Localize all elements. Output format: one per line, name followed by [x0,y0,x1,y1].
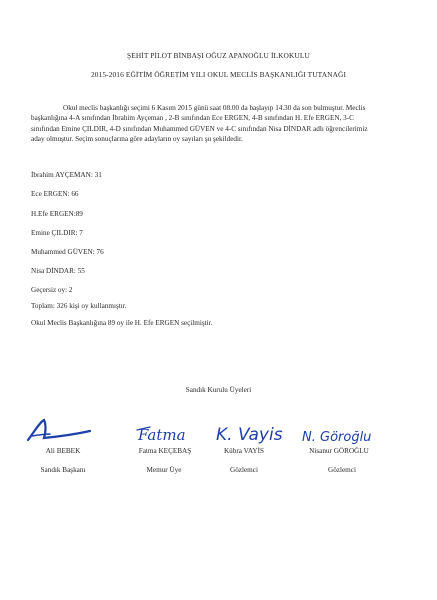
member-name: Ali BEBEK [45,447,81,455]
result-line: İbrahim AYÇEMAN: 31 [31,171,102,179]
school-name-heading: ŞEHİT PİLOT BİNBAŞI OĞUZ APANOĞLU İLKOKULU [127,51,310,60]
signature-text-kubra: K. Vayis [216,425,283,445]
member-name: Nisanur GÖROĞLU [309,447,369,455]
result-line: Ece ERGEN: 66 [31,190,79,198]
winner-line: Okul Meclis Başkanlığına 89 oy ile H. Efe ERGEN seçilmiştir. [31,319,213,327]
committee-heading: Sandık Kurulu Üyeleri [185,386,252,394]
result-line: H.Efe ERGEN:89 [31,210,83,218]
total-votes-line: Toplam: 326 kişi oy kullanmıştır. [31,302,127,310]
signature-nisanur-goroglu [300,423,395,449]
election-paragraph [31,103,373,144]
signature-kubra-vayis [214,420,294,448]
minutes-title: 2015-2016 EĞİTİM ÖĞRETİM YILI OKUL MECLİS BAŞKANLIĞI TUTANAĞI [90,70,347,79]
member-role: Gözlemci [230,466,258,474]
signature-fatma-kecebas [135,423,197,447]
member-name: Kübra VAYİS [223,447,264,455]
result-line: Muhammed GÜVEN: 76 [31,248,104,256]
paragraph-text: Okul meclis başkanlığı seçimi 6 Kasım 2015 günü saat 08.00 da başlayıp 14.30 da son bulmuştur. Meclis başkanlığına 4-A sınıfından İbrahim Ayçeman , 2-B sınıfından Ece ERGEN, 4-B sınıfından H. Efe ERGEN, 3-C sınıfından Emine ÇILDIR, 4-D sınıfından Muhammed GÜVEN ve 4-C sınıfından Nisa DİNDAR adlı öğrencilerimiz aday olmuştur. Seçim sonuçlarına göre adayların oy sayıları şu şekildedir. [31,104,368,143]
result-line: Geçersiz oy: 2 [31,286,73,294]
member-role: Memur Üye [146,466,182,474]
signature-text-fatma: Fatma [138,426,186,444]
result-line: Nisa DİNDAR: 55 [31,267,85,275]
member-name: Fatma KEÇEBAŞ [138,447,192,455]
result-line: Emine ÇILDIR: 7 [31,229,83,237]
member-role: Gözlemci [328,466,356,474]
signature-text-nisanur: N. Göroğlu [302,430,372,445]
member-role: Sandık Başkanı [40,466,86,474]
signature-ali-bebek [24,416,94,446]
